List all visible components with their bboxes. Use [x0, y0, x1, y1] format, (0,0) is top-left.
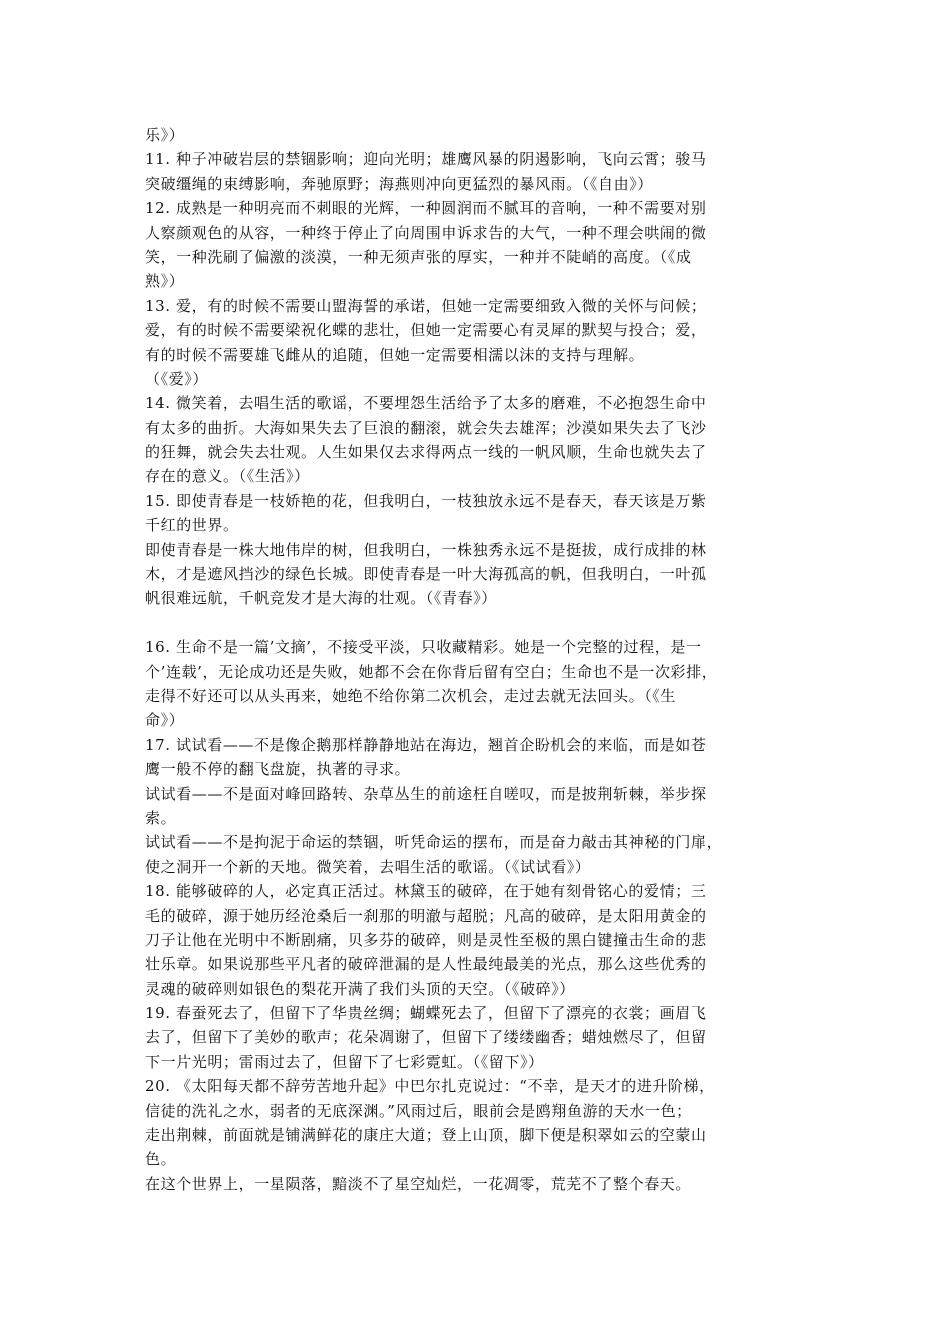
text-line: 色。 — [145, 1150, 177, 1169]
text-line: 信徒的洗礼之水，弱者的无底深渊。”风雨过后，眼前会是鸥翔鱼游的天水一色； — [145, 1101, 692, 1120]
text-line: 19. 春蚕死去了，但留下了华贵丝绸；蝴蝶死去了，但留下了漂亮的衣裳；画眉飞 — [145, 1004, 707, 1023]
text-line: 鹰一般不停的翻飞盘旋，执著的寻求。 — [145, 760, 411, 779]
text-line: 使之洞开一个新的天地。微笑着，去唱生活的歌谣。（《试试看》） — [145, 857, 591, 876]
text-line: 试试看——不是拘泥于命运的禁锢，听凭命运的摆布，而是奋力敲击其神秘的门扉， — [145, 833, 723, 852]
text-line: （《爱》） — [145, 369, 209, 388]
text-line: 个’连载’，无论成功还是失败，她都不会在你背后留有空白；生命也不是一次彩排， — [145, 662, 718, 681]
text-line: 壮乐章。如果说那些平凡者的破碎泄漏的是人性最纯最美的光点，那么这些优秀的 — [145, 955, 707, 974]
text-line: 毛的破碎，源于她历经沧桑后一刹那的明澈与超脱；凡高的破碎，是太阳用黄金的 — [145, 906, 707, 925]
text-line: 乐》） — [145, 126, 185, 144]
text-line: 存在的意义。（《生活》） — [145, 467, 310, 486]
text-line: 木，才是遮风挡沙的绿色长城。即使青春是一叶大海孤高的帆，但我明白，一叶孤 — [145, 565, 707, 584]
text-line: 14. 微笑着，去唱生活的歌谣，不要埋怨生活给予了太多的磨难，不必抱怨生命中 — [145, 394, 707, 413]
text-line: 刀子让他在光明中不断剧痛，贝多芬的破碎，则是灵性至极的黑白键撞击生命的悲 — [145, 930, 707, 949]
text-line: 突破缰绳的束缚影响，奔驰原野；海燕则冲向更猛烈的暴风雨。（《自由》） — [145, 174, 653, 193]
text-line: 去了，但留下了美妙的歌声；花朵凋谢了，但留下了缕缕幽香；蜡烛燃尽了，但留 — [145, 1028, 707, 1047]
text-line: 爱，有的时候不需要梁祝化蝶的悲壮，但她一定需要心有灵犀的默契与投合；爱， — [145, 321, 707, 340]
text-line: 12. 成熟是一种明亮而不刺眼的光辉，一种圆润而不腻耳的音响，一种不需要对别 — [145, 199, 707, 218]
text-line: 下一片光明；雷雨过去了，但留下了七彩霓虹。（《留下》） — [145, 1052, 544, 1071]
document-text — [145, 123, 811, 1196]
text-line: 有太多的曲折。大海如果失去了巨浪的翻滚，就会失去雄浑；沙漠如果失去了飞沙 — [145, 418, 707, 437]
text-line: 有的时候不需要雄飞雌从的追随，但她一定需要相濡以沫的支持与理解。 — [145, 345, 645, 364]
text-line: 15. 即使青春是一枝娇艳的花，但我明白，一枝独放永远不是春天，春天该是万紫 — [145, 491, 707, 510]
text-line: 18. 能够破碎的人，必定真正活过。林黛玉的破碎，在于她有刻骨铭心的爱情；三 — [145, 882, 707, 901]
text-line: 在这个世界上，一星陨落，黯淡不了星空灿烂，一花凋零，荒芜不了整个春天。 — [145, 1174, 692, 1193]
text-line: 走得不好还可以从头再来，她绝不给你第二次机会，走过去就无法回头。（《生 — [145, 686, 677, 705]
text-line: 人察颜观色的从容，一种终于停止了向周围申诉求告的大气，一种不理会哄闹的微 — [145, 223, 707, 242]
text-line: 灵魂的破碎则如银色的梨花开满了我们头顶的天空。（《破碎》） — [145, 979, 575, 998]
text-line: 笑，一种洗刷了偏激的淡漠，一种无须声张的厚实，一种并不陡峭的高度。（《成 — [145, 247, 692, 266]
text-line: 千红的世界。 — [145, 516, 239, 535]
text-line: 熟》） — [145, 272, 185, 291]
text-line: 试试看——不是面对峰回路转、杂草丛生的前途枉自嗟叹，而是披荆斩棘，举步探 — [145, 784, 707, 803]
text-line: 17. 试试看——不是像企鹅那样静静地站在海边，翘首企盼机会的来临，而是如苍 — [145, 735, 707, 754]
text-line: 20. 《太阳每天都不辞劳苦地升起》中巴尔扎克说过：“不幸，是天才的进升阶梯， — [145, 1077, 715, 1096]
text-line: 走出荆棘，前面就是铺满鲜花的康庄大道；登上山顶，脚下便是积翠如云的空蒙山 — [145, 1126, 707, 1145]
text-line: 命》） — [145, 711, 185, 730]
text-line: 索。 — [145, 808, 177, 827]
text-line: 13. 爱，有的时候不需要山盟海誓的承诺，但她一定需要细致入微的关怀与问候； — [145, 296, 707, 315]
text-line: 16. 生命不是一篇’文摘’，不接受平淡，只收藏精彩。她是一个完整的过程，是一 — [145, 638, 702, 657]
blank-line — [145, 611, 811, 635]
text-line: 即使青春是一株大地伟岸的树，但我明白，一株独秀永远不是挺拔，成行成排的林 — [145, 540, 707, 559]
text-line: 帆很难远航，千帆竞发才是大海的壮观。（《青春》） — [145, 589, 497, 608]
text-line: 11. 种子冲破岩层的禁锢影响；迎向光明；雄鹰风暴的阴遏影响，飞向云霄；骏马 — [145, 150, 707, 169]
text-line: 的狂舞，就会失去壮观。人生如果仅去求得两点一线的一帆风顺，生命也就失去了 — [145, 443, 707, 462]
